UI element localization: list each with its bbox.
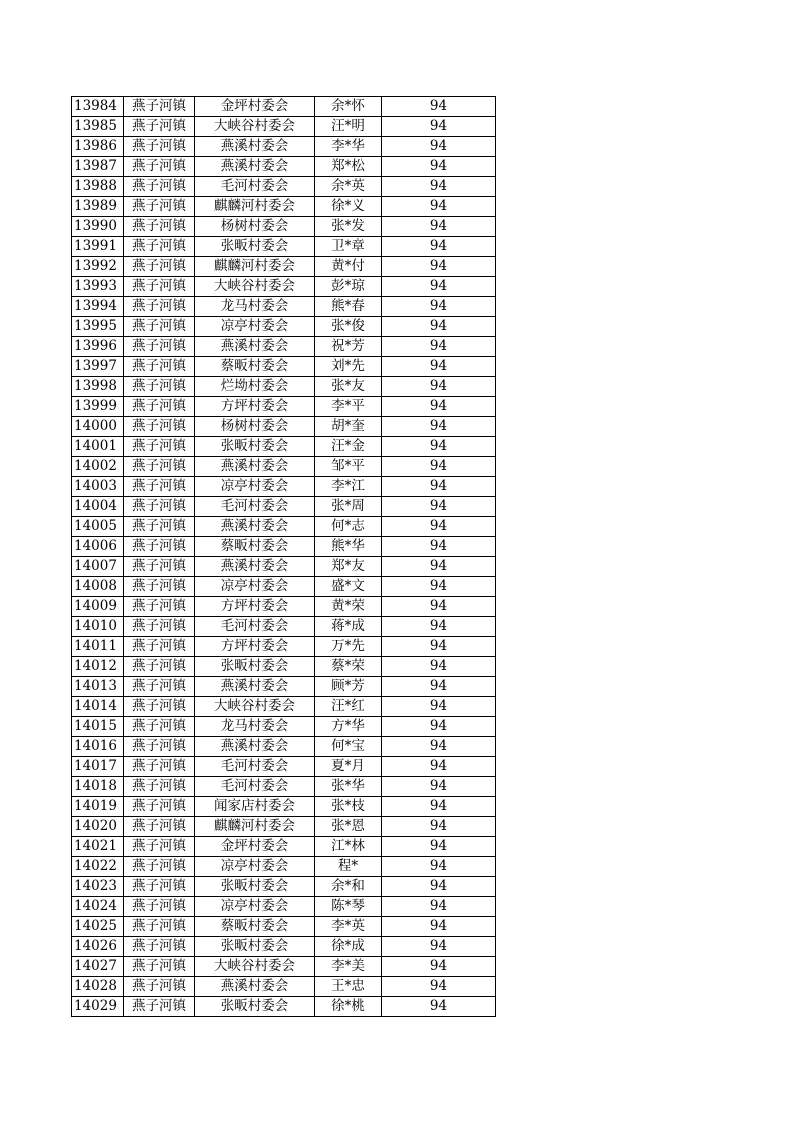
score-cell: 94: [382, 257, 496, 277]
row-number-cell: 14026: [72, 937, 124, 957]
village-committee-cell: 烂坳村委会: [195, 377, 315, 397]
row-number-cell: 13993: [72, 277, 124, 297]
table-row: [72, 317, 496, 337]
score-cell: 94: [382, 217, 496, 237]
name-cell: 顾*芳: [315, 677, 382, 697]
name-cell: 彭*琼: [315, 277, 382, 297]
name-cell: 黄*荣: [315, 597, 382, 617]
score-cell: 94: [382, 517, 496, 537]
row-number-cell: 13998: [72, 377, 124, 397]
score-cell: 94: [382, 597, 496, 617]
village-committee-cell: 方坪村委会: [195, 637, 315, 657]
town-cell: 燕子河镇: [124, 757, 195, 777]
name-cell: 卫*章: [315, 237, 382, 257]
village-committee-cell: 毛河村委会: [195, 617, 315, 637]
row-number-cell: 14018: [72, 777, 124, 797]
town-cell: 燕子河镇: [124, 217, 195, 237]
name-cell: 黄*付: [315, 257, 382, 277]
village-committee-cell: 燕溪村委会: [195, 677, 315, 697]
town-cell: 燕子河镇: [124, 577, 195, 597]
village-committee-cell: 凉亭村委会: [195, 857, 315, 877]
score-cell: 94: [382, 117, 496, 137]
table-row: [72, 277, 496, 297]
village-committee-cell: 麒麟河村委会: [195, 197, 315, 217]
table-row: [72, 237, 496, 257]
table-row: [72, 97, 496, 117]
row-number-cell: 13994: [72, 297, 124, 317]
table-row: [72, 617, 496, 637]
table-row: [72, 777, 496, 797]
town-cell: 燕子河镇: [124, 197, 195, 217]
village-committee-cell: 燕溪村委会: [195, 517, 315, 537]
score-cell: 94: [382, 617, 496, 637]
town-cell: 燕子河镇: [124, 917, 195, 937]
score-cell: 94: [382, 97, 496, 117]
table-row: [72, 957, 496, 977]
row-number-cell: 13985: [72, 117, 124, 137]
name-cell: 郑*友: [315, 557, 382, 577]
row-number-cell: 13995: [72, 317, 124, 337]
town-cell: 燕子河镇: [124, 157, 195, 177]
row-number-cell: 14025: [72, 917, 124, 937]
town-cell: 燕子河镇: [124, 777, 195, 797]
table-row: [72, 377, 496, 397]
row-number-cell: 14004: [72, 497, 124, 517]
row-number-cell: 14008: [72, 577, 124, 597]
village-committee-cell: 麒麟河村委会: [195, 257, 315, 277]
village-committee-cell: 蔡畈村委会: [195, 917, 315, 937]
score-cell: 94: [382, 397, 496, 417]
table-row: [72, 737, 496, 757]
town-cell: 燕子河镇: [124, 557, 195, 577]
name-cell: 张*发: [315, 217, 382, 237]
village-committee-cell: 麒麟河村委会: [195, 817, 315, 837]
table-row: [72, 457, 496, 477]
village-committee-cell: 方坪村委会: [195, 597, 315, 617]
score-cell: 94: [382, 497, 496, 517]
village-committee-cell: 张畈村委会: [195, 657, 315, 677]
score-cell: 94: [382, 157, 496, 177]
town-cell: 燕子河镇: [124, 857, 195, 877]
row-number-cell: 14020: [72, 817, 124, 837]
town-cell: 燕子河镇: [124, 277, 195, 297]
village-committee-cell: 张畈村委会: [195, 237, 315, 257]
name-cell: 李*英: [315, 917, 382, 937]
village-committee-cell: 龙马村委会: [195, 297, 315, 317]
row-number-cell: 14017: [72, 757, 124, 777]
score-cell: 94: [382, 897, 496, 917]
town-cell: 燕子河镇: [124, 377, 195, 397]
row-number-cell: 14010: [72, 617, 124, 637]
village-committee-cell: 杨树村委会: [195, 217, 315, 237]
table-row: [72, 137, 496, 157]
village-committee-cell: 毛河村委会: [195, 777, 315, 797]
village-committee-cell: 凉亭村委会: [195, 477, 315, 497]
name-cell: 胡*奎: [315, 417, 382, 437]
table-row: [72, 637, 496, 657]
table-row: [72, 997, 496, 1017]
village-committee-cell: 大峡谷村委会: [195, 277, 315, 297]
name-cell: 李*平: [315, 397, 382, 417]
town-cell: 燕子河镇: [124, 697, 195, 717]
score-cell: 94: [382, 837, 496, 857]
table-row: [72, 877, 496, 897]
name-cell: 刘*先: [315, 357, 382, 377]
town-cell: 燕子河镇: [124, 937, 195, 957]
name-cell: 郑*松: [315, 157, 382, 177]
table-row: [72, 757, 496, 777]
village-committee-cell: 燕溪村委会: [195, 557, 315, 577]
table-row: [72, 117, 496, 137]
name-cell: 张*俊: [315, 317, 382, 337]
table-row: [72, 477, 496, 497]
row-number-cell: 13997: [72, 357, 124, 377]
town-cell: 燕子河镇: [124, 537, 195, 557]
row-number-cell: 14011: [72, 637, 124, 657]
name-cell: 余*怀: [315, 97, 382, 117]
village-committee-cell: 燕溪村委会: [195, 137, 315, 157]
row-number-cell: 13984: [72, 97, 124, 117]
row-number-cell: 13988: [72, 177, 124, 197]
name-cell: 程*: [315, 857, 382, 877]
score-cell: 94: [382, 197, 496, 217]
village-committee-cell: 杨树村委会: [195, 417, 315, 437]
village-committee-cell: 金坪村委会: [195, 97, 315, 117]
table-body: [72, 97, 496, 1017]
name-cell: 夏*月: [315, 757, 382, 777]
table-row: [72, 857, 496, 877]
village-committee-cell: 大峡谷村委会: [195, 957, 315, 977]
table-row: [72, 577, 496, 597]
row-number-cell: 14013: [72, 677, 124, 697]
table-row: [72, 677, 496, 697]
village-committee-cell: 金坪村委会: [195, 837, 315, 857]
village-committee-cell: 方坪村委会: [195, 397, 315, 417]
table-row: [72, 597, 496, 617]
score-cell: 94: [382, 237, 496, 257]
name-cell: 熊*华: [315, 537, 382, 557]
name-cell: 余*英: [315, 177, 382, 197]
name-cell: 方*华: [315, 717, 382, 737]
table-row: [72, 797, 496, 817]
town-cell: 燕子河镇: [124, 437, 195, 457]
town-cell: 燕子河镇: [124, 897, 195, 917]
row-number-cell: 14007: [72, 557, 124, 577]
score-cell: 94: [382, 337, 496, 357]
town-cell: 燕子河镇: [124, 837, 195, 857]
score-cell: 94: [382, 377, 496, 397]
row-number-cell: 14014: [72, 697, 124, 717]
name-cell: 祝*芳: [315, 337, 382, 357]
table-row: [72, 177, 496, 197]
name-cell: 邹*平: [315, 457, 382, 477]
name-cell: 张*华: [315, 777, 382, 797]
name-cell: 徐*义: [315, 197, 382, 217]
name-cell: 陈*琴: [315, 897, 382, 917]
score-cell: 94: [382, 697, 496, 717]
row-number-cell: 14021: [72, 837, 124, 857]
town-cell: 燕子河镇: [124, 417, 195, 437]
name-cell: 汪*明: [315, 117, 382, 137]
name-cell: 张*友: [315, 377, 382, 397]
table-row: [72, 497, 496, 517]
table-row: [72, 357, 496, 377]
score-cell: 94: [382, 737, 496, 757]
town-cell: 燕子河镇: [124, 517, 195, 537]
row-number-cell: 14005: [72, 517, 124, 537]
score-cell: 94: [382, 357, 496, 377]
village-committee-cell: 凉亭村委会: [195, 577, 315, 597]
name-cell: 汪*金: [315, 437, 382, 457]
row-number-cell: 13986: [72, 137, 124, 157]
village-committee-cell: 张畈村委会: [195, 997, 315, 1017]
score-cell: 94: [382, 817, 496, 837]
score-cell: 94: [382, 917, 496, 937]
name-cell: 蔡*荣: [315, 657, 382, 677]
name-cell: 徐*成: [315, 937, 382, 957]
row-number-cell: 13999: [72, 397, 124, 417]
village-committee-cell: 闻家店村委会: [195, 797, 315, 817]
village-committee-cell: 燕溪村委会: [195, 977, 315, 997]
row-number-cell: 14012: [72, 657, 124, 677]
score-cell: 94: [382, 637, 496, 657]
town-cell: 燕子河镇: [124, 337, 195, 357]
town-cell: 燕子河镇: [124, 657, 195, 677]
village-committee-cell: 燕溪村委会: [195, 337, 315, 357]
row-number-cell: 13992: [72, 257, 124, 277]
name-cell: 江*林: [315, 837, 382, 857]
score-cell: 94: [382, 657, 496, 677]
village-committee-cell: 毛河村委会: [195, 757, 315, 777]
village-committee-cell: 张畈村委会: [195, 877, 315, 897]
village-committee-cell: 张畈村委会: [195, 937, 315, 957]
village-committee-cell: 蔡畈村委会: [195, 537, 315, 557]
name-cell: 盛*文: [315, 577, 382, 597]
table-row: [72, 657, 496, 677]
row-number-cell: 13991: [72, 237, 124, 257]
table-row: [72, 297, 496, 317]
town-cell: 燕子河镇: [124, 397, 195, 417]
name-cell: 汪*红: [315, 697, 382, 717]
table-row: [72, 257, 496, 277]
score-cell: 94: [382, 297, 496, 317]
table-row: [72, 517, 496, 537]
town-cell: 燕子河镇: [124, 737, 195, 757]
name-cell: 余*和: [315, 877, 382, 897]
score-cell: 94: [382, 997, 496, 1017]
row-number-cell: 14029: [72, 997, 124, 1017]
town-cell: 燕子河镇: [124, 297, 195, 317]
town-cell: 燕子河镇: [124, 597, 195, 617]
town-cell: 燕子河镇: [124, 717, 195, 737]
name-cell: 李*美: [315, 957, 382, 977]
score-cell: 94: [382, 557, 496, 577]
score-cell: 94: [382, 977, 496, 997]
score-cell: 94: [382, 177, 496, 197]
score-cell: 94: [382, 957, 496, 977]
score-cell: 94: [382, 877, 496, 897]
score-cell: 94: [382, 937, 496, 957]
name-cell: 何*志: [315, 517, 382, 537]
score-cell: 94: [382, 417, 496, 437]
row-number-cell: 14024: [72, 897, 124, 917]
score-cell: 94: [382, 857, 496, 877]
town-cell: 燕子河镇: [124, 817, 195, 837]
village-committee-cell: 毛河村委会: [195, 177, 315, 197]
table-row: [72, 697, 496, 717]
name-cell: 熊*春: [315, 297, 382, 317]
village-committee-cell: 燕溪村委会: [195, 157, 315, 177]
town-cell: 燕子河镇: [124, 97, 195, 117]
town-cell: 燕子河镇: [124, 357, 195, 377]
score-cell: 94: [382, 577, 496, 597]
town-cell: 燕子河镇: [124, 637, 195, 657]
row-number-cell: 14002: [72, 457, 124, 477]
village-committee-cell: 龙马村委会: [195, 717, 315, 737]
score-cell: 94: [382, 677, 496, 697]
town-cell: 燕子河镇: [124, 177, 195, 197]
name-cell: 李*江: [315, 477, 382, 497]
name-cell: 徐*桃: [315, 997, 382, 1017]
score-cell: 94: [382, 137, 496, 157]
village-committee-cell: 蔡畈村委会: [195, 357, 315, 377]
town-cell: 燕子河镇: [124, 317, 195, 337]
town-cell: 燕子河镇: [124, 977, 195, 997]
row-number-cell: 13989: [72, 197, 124, 217]
name-cell: 何*宝: [315, 737, 382, 757]
name-cell: 李*华: [315, 137, 382, 157]
row-number-cell: 14027: [72, 957, 124, 977]
table-row: [72, 537, 496, 557]
table-row: [72, 837, 496, 857]
table-row: [72, 217, 496, 237]
table-row: [72, 977, 496, 997]
town-cell: 燕子河镇: [124, 997, 195, 1017]
village-committee-cell: 毛河村委会: [195, 497, 315, 517]
town-cell: 燕子河镇: [124, 877, 195, 897]
town-cell: 燕子河镇: [124, 617, 195, 637]
table-row: [72, 937, 496, 957]
score-cell: 94: [382, 457, 496, 477]
table-row: [72, 817, 496, 837]
table-row: [72, 337, 496, 357]
town-cell: 燕子河镇: [124, 677, 195, 697]
row-number-cell: 14019: [72, 797, 124, 817]
score-cell: 94: [382, 537, 496, 557]
town-cell: 燕子河镇: [124, 117, 195, 137]
town-cell: 燕子河镇: [124, 477, 195, 497]
village-committee-cell: 大峡谷村委会: [195, 697, 315, 717]
row-number-cell: 13996: [72, 337, 124, 357]
town-cell: 燕子河镇: [124, 137, 195, 157]
row-number-cell: 14016: [72, 737, 124, 757]
data-table: [71, 96, 496, 1017]
town-cell: 燕子河镇: [124, 497, 195, 517]
table-row: [72, 417, 496, 437]
town-cell: 燕子河镇: [124, 237, 195, 257]
village-committee-cell: 凉亭村委会: [195, 897, 315, 917]
score-cell: 94: [382, 757, 496, 777]
table-row: [72, 917, 496, 937]
table-row: [72, 557, 496, 577]
row-number-cell: 14015: [72, 717, 124, 737]
town-cell: 燕子河镇: [124, 257, 195, 277]
row-number-cell: 14006: [72, 537, 124, 557]
row-number-cell: 14000: [72, 417, 124, 437]
name-cell: 张*枝: [315, 797, 382, 817]
table-row: [72, 157, 496, 177]
table-row: [72, 197, 496, 217]
score-cell: 94: [382, 797, 496, 817]
name-cell: 蒋*成: [315, 617, 382, 637]
name-cell: 万*先: [315, 637, 382, 657]
village-committee-cell: 燕溪村委会: [195, 737, 315, 757]
row-number-cell: 14003: [72, 477, 124, 497]
score-cell: 94: [382, 437, 496, 457]
town-cell: 燕子河镇: [124, 957, 195, 977]
town-cell: 燕子河镇: [124, 457, 195, 477]
village-committee-cell: 大峡谷村委会: [195, 117, 315, 137]
village-committee-cell: 凉亭村委会: [195, 317, 315, 337]
table-row: [72, 717, 496, 737]
name-cell: 张*恩: [315, 817, 382, 837]
name-cell: 王*忠: [315, 977, 382, 997]
village-committee-cell: 燕溪村委会: [195, 457, 315, 477]
row-number-cell: 14023: [72, 877, 124, 897]
name-cell: 张*周: [315, 497, 382, 517]
score-cell: 94: [382, 277, 496, 297]
row-number-cell: 14009: [72, 597, 124, 617]
table-row: [72, 397, 496, 417]
score-cell: 94: [382, 317, 496, 337]
score-cell: 94: [382, 477, 496, 497]
score-cell: 94: [382, 717, 496, 737]
table-row: [72, 437, 496, 457]
table-row: [72, 897, 496, 917]
row-number-cell: 13987: [72, 157, 124, 177]
row-number-cell: 14022: [72, 857, 124, 877]
score-cell: 94: [382, 777, 496, 797]
town-cell: 燕子河镇: [124, 797, 195, 817]
row-number-cell: 14028: [72, 977, 124, 997]
village-committee-cell: 张畈村委会: [195, 437, 315, 457]
row-number-cell: 14001: [72, 437, 124, 457]
row-number-cell: 13990: [72, 217, 124, 237]
